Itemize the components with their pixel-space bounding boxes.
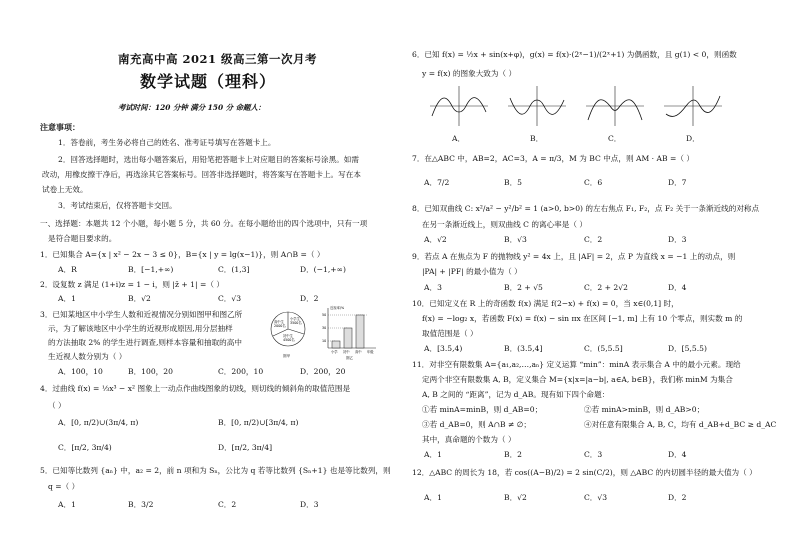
q4-stem: 4．过曲线 f(x) = ⅓x³ − x² 图象上一动点作曲线图象的切线，则切线的倾斜角的取值范围是 xyxy=(40,384,351,393)
bar-tick-10: 10 xyxy=(322,339,327,343)
q6-option-a: A． xyxy=(452,134,466,143)
exam-meta: 考试时间：120 分钟 满分 150 分 命题人： xyxy=(118,103,266,112)
pie-label-4: 2000名 xyxy=(274,324,286,328)
pie-chart xyxy=(271,312,305,358)
note-2a: 2．回答选择题时，选出每小题答案后，用铅笔把答题卡上对应题目的答案标号涂黑。如需 xyxy=(58,155,359,164)
q2-option-a: A．1 xyxy=(58,294,76,303)
q11-line-2: 定两个非空有限数集 A, B，定义集合 M={x|x=|a−b|, a∈A, b∈B}，我们称 minM 为集合 xyxy=(422,375,733,384)
pie-label-5: 初中生 xyxy=(283,334,293,338)
q11-option-c: C．3 xyxy=(584,450,603,459)
q3-line-1: 3．已知某地区中小学生人数和近视情况分别如图甲和图乙所 xyxy=(40,310,243,319)
graph-b xyxy=(508,86,566,126)
q7-option-c: C．6 xyxy=(584,178,603,187)
pie-caption: 图甲 xyxy=(283,354,291,358)
bar-cat-3: 高中 xyxy=(355,350,362,354)
q11-statement-4: ④对任意有限集合 A, B, C，均有 d_AB+d_BC ≥ d_AC xyxy=(584,420,777,429)
notes-title: 注意事项： xyxy=(40,122,80,132)
q1-option-a: A．R xyxy=(58,265,77,274)
q4-option-b: B．[0, π/2)∪[3π/4, π) xyxy=(218,418,299,427)
q5-line-1: 5．已知等比数列 {aₙ} 中，a₂ = 2，前 n 项和为 Sₙ，公比为 q 若等比数列 {Sₙ+1} 也是等比数列，则 xyxy=(40,466,391,475)
q3-option-a: A．100，10 xyxy=(58,367,103,376)
q2-stem: 2．设复数 z 满足 (1+i)z = 1 − i，则 |z̄ + 1| =（ ） xyxy=(40,280,224,289)
graph-d xyxy=(664,86,722,126)
q11-option-a: A．1 xyxy=(424,450,442,459)
q4-option-c: C．[π/2, 3π/4) xyxy=(58,443,112,452)
note-2b: 改动，用橡皮擦干净后，再选涂其它答案标号。回答非选择题时，将答案写在答题卡上。写在本 xyxy=(42,170,361,179)
q11-option-d: D．4 xyxy=(668,450,687,459)
q10-option-b: B．(3.5,4] xyxy=(504,344,543,353)
q11-statement-3: ③若 d_AB=0，则 A∩B ≠ ∅； xyxy=(422,420,531,429)
q2-option-b: B．√2 xyxy=(128,294,151,303)
q10-line-2: f(x) = −log₂ x，若函数 F(x) = f(x) − sin πx 在区间 [−1, m] 上有 10 个零点，则实数 m 的 xyxy=(422,314,743,323)
q9-option-c: C．2 + 2√2 xyxy=(584,283,628,292)
q3-line-4: 生近视人数分别为（ ） xyxy=(48,352,127,361)
bar-ylabel: 近视率/% xyxy=(330,306,345,310)
q4-option-d: D．[π/2, 3π/4] xyxy=(218,443,273,452)
subject-title: 数学试题（理科） xyxy=(140,72,277,91)
q6-option-d: D． xyxy=(686,134,700,143)
section-heading-b: 是符合题目要求的。 xyxy=(48,234,117,243)
note-1: 1．答卷前，考生务必将自己的姓名、准考证号填写在答题卡上。 xyxy=(58,138,276,147)
q10-option-a: A．[3.5,4) xyxy=(424,344,463,353)
q3-option-b: B．100，20 xyxy=(128,367,173,376)
q6-option-b: B． xyxy=(530,134,544,143)
section-heading-a: 一、选择题：本题共 12 个小题，每小题 5 分，共 60 分。在每小题给出的四个选项中，只有一项 xyxy=(40,219,368,228)
bar-cat-2: 初中 xyxy=(343,350,350,354)
q11-statement-1: ①若 minA=minB，则 d_AB=0； xyxy=(422,405,543,414)
q8-line-2: 在另一条渐近线上，则双曲线 C 的离心率是（ ） xyxy=(422,220,587,229)
q3-option-c: C．200，10 xyxy=(218,367,264,376)
q8-option-d: D．3 xyxy=(668,235,687,244)
q3-line-2: 示，为了解该地区中小学生的近视形成原因,用分层抽样 xyxy=(48,324,233,333)
q9-line-1: 9．若点 A 在焦点为 F 的抛物线 y² = 4x 上，且 |AF| = 2，点 P 为直线 x = −1 上的动点，则 xyxy=(412,252,736,261)
q7-option-a: A．7/2 xyxy=(424,178,450,187)
q6-graphs xyxy=(430,84,730,128)
note-3: 3．考试结束后，仅将答题卡交回。 xyxy=(58,201,177,210)
q8-option-c: C．2 xyxy=(584,235,603,244)
bar-xlabel: 年级 xyxy=(367,350,374,354)
q11-line-1: 11．对非空有限数集 A={a₁,a₂,…,aₙ} 定义运算 “min”：minA 表示集合 A 中的最小元素。现给 xyxy=(412,360,741,369)
school-title: 南充高中高 2021 级高三第一次月考 xyxy=(118,52,318,66)
q6-line-1: 6．已知 f(x) = ½x + sin(x+φ)，g(x) = f(x)·(2ˣ−1)/(2ˣ+1) 为偶函数，且 g(1) < 0，则函数 xyxy=(412,50,737,59)
q5-option-a: A．1 xyxy=(58,500,76,509)
q12-option-c: C．√3 xyxy=(584,493,608,502)
q2-option-d: D．2 xyxy=(300,294,319,303)
pie-label-6: 4500名 xyxy=(283,338,295,342)
q1-option-c: C．(1,3] xyxy=(218,265,250,274)
q8-option-b: B．√3 xyxy=(504,235,527,244)
q1-stem: 1．已知集合 A={x | x² − 2x − 3 ≤ 0}，B={x | y = lg(x−1)}，则 A∩B =（ ） xyxy=(40,250,325,259)
q7-stem: 7．在△ABC 中，AB=2，AC=3，A = π/3，M 为 BC 中点，则 AM · AB =（ ） xyxy=(412,154,694,163)
q11-option-b: B．2 xyxy=(504,450,523,459)
q3-option-d: D．200，20 xyxy=(300,367,346,376)
q8-option-a: A．√2 xyxy=(424,235,447,244)
q10-line-1: 10．已知定义在 R 上的奇函数 f(x) 满足 f(2−x) + f(x) = 0，当 x∈(0,1] 时， xyxy=(412,299,679,308)
right-column xyxy=(400,0,794,560)
q3-figures xyxy=(268,304,380,360)
bar-tick-50: 50 xyxy=(322,313,327,317)
q9-option-a: A．3 xyxy=(424,283,442,292)
q4-paren: （ ） xyxy=(48,401,66,410)
q5-option-d: D．3 xyxy=(300,500,319,509)
pie-label-2: 3500名 xyxy=(290,321,302,325)
q9-line-2: |PA| + |PF| 的最小值为（ ） xyxy=(422,267,522,276)
bar-middle xyxy=(344,328,352,348)
graph-a xyxy=(430,86,488,126)
bar-cat-1: 小学 xyxy=(331,350,338,354)
q7-option-d: D．7 xyxy=(668,178,687,187)
q5-option-b: B．3/2 xyxy=(128,500,154,509)
q3-line-3: 的方法抽取 2% 的学生进行调查,则样本容量和抽取的高中 xyxy=(48,338,242,347)
q12-stem: 12．△ABC 的周长为 18，若 cos((A−B)/2) = 2 sin(C/2)，则 △ABC 的内切圆半径的最大值为（ ） xyxy=(412,468,757,477)
q11-line-4: 其中，真命题的个数为（ ） xyxy=(422,435,516,444)
q8-line-1: 8．已知双曲线 C: x²/a² − y²/b² = 1 (a>0, b>0) 的左右焦点 F₁, F₂，点 F₂ 关于一条渐近线的对称点 xyxy=(412,204,760,213)
q5-line-2: q =（ ） xyxy=(48,482,80,491)
q11-line-3: A, B 之间的 “距离”，记为 d_AB。现有如下四个命题： xyxy=(422,390,610,399)
q9-option-d: D．4 xyxy=(668,283,687,292)
bar-tick-30: 30 xyxy=(322,326,327,330)
q12-option-b: B．√2 xyxy=(504,493,527,502)
q6-line-2: y = f(x) 的图象大致为（ ） xyxy=(422,69,517,78)
q2-option-c: C．√3 xyxy=(218,294,242,303)
q1-option-d: D．(−1,+∞) xyxy=(300,265,346,274)
note-2c: 试卷上无效。 xyxy=(42,185,88,194)
q12-option-a: A．1 xyxy=(424,493,442,502)
q7-option-b: B．5 xyxy=(504,178,523,187)
q10-line-3: 取值范围是（ ） xyxy=(422,329,478,338)
graph-c xyxy=(586,86,644,126)
q10-option-d: D．[5,5.5) xyxy=(668,344,707,353)
q1-option-b: B．[−1,+∞) xyxy=(128,265,174,274)
bar-primary xyxy=(332,341,340,348)
pie-label-1: 小学生 xyxy=(290,317,300,321)
q12-option-d: D．2 xyxy=(668,493,687,502)
q4-option-a: A．[0, π/2)∪(3π/4, π) xyxy=(58,418,139,427)
bar-chart xyxy=(322,305,376,360)
q10-option-c: C．(5,5.5] xyxy=(584,344,623,353)
pie-label-3: 高中生 xyxy=(274,320,284,324)
bar-caption: 图乙 xyxy=(346,356,354,360)
bar-high xyxy=(356,315,364,348)
q5-option-c: C．2 xyxy=(218,500,237,509)
q9-option-b: B．2 + √5 xyxy=(504,283,543,292)
q6-option-c: C． xyxy=(608,134,622,143)
q11-statement-2: ②若 minA>minB，则 d_AB>0； xyxy=(584,405,705,414)
